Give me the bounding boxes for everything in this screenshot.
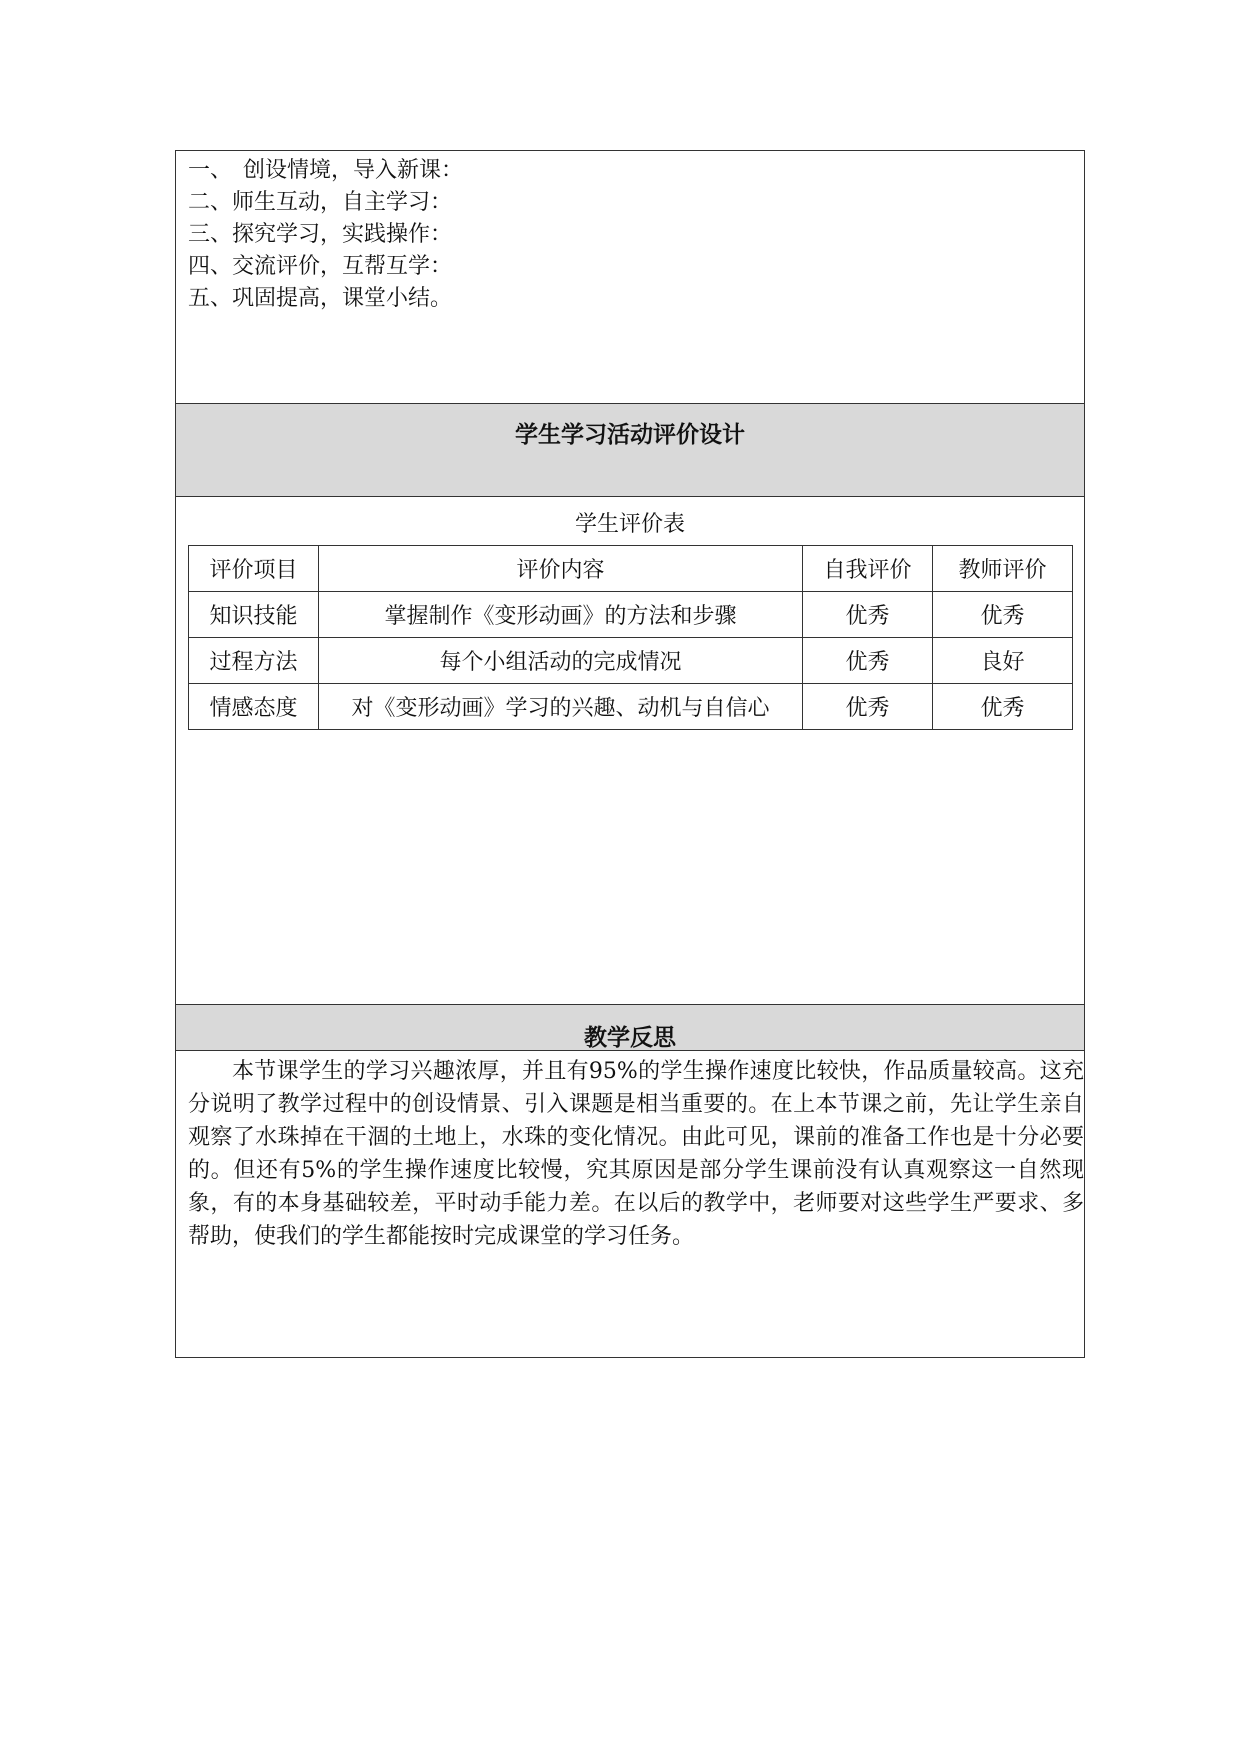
student-eval-table <box>188 545 1073 730</box>
table-cell: 知识技能 <box>189 592 319 638</box>
teaching-step-3: 三、探究学习，实践操作： <box>188 222 453 247</box>
column-header: 教师评价 <box>933 546 1073 592</box>
table-row <box>189 592 1073 638</box>
table-cell: 优秀 <box>803 684 933 730</box>
table-cell: 优秀 <box>933 592 1073 638</box>
teaching-steps-section <box>176 151 1084 404</box>
table-cell: 过程方法 <box>189 638 319 684</box>
lesson-plan-frame <box>175 150 1085 1358</box>
eval-design-header <box>176 404 1084 497</box>
table-header-row <box>189 546 1073 592</box>
reflection-heading: 教学反思 <box>584 1024 676 1051</box>
eval-table-title: 学生评价表 <box>574 512 685 537</box>
table-cell: 每个小组活动的完成情况 <box>319 638 803 684</box>
reflection-header <box>176 1005 1084 1051</box>
eval-design-heading: 学生学习活动评价设计 <box>515 421 745 448</box>
table-cell: 优秀 <box>933 684 1073 730</box>
reflection-text: 本节课学生的学习兴趣浓厚，并且有95%的学生操作速度比较快，作品质量较高。这充分说明了教学过程中的创设情景、引入课题是相当重要的。在上本节课之前，先让学生亲自观察了水珠掉在干涸的土地上，水珠的变化情况。由此可见，课前的准备工作也是十分必要的。但还有5%的学生操作速度比较慢，究其原因是部分学生课前没有认真观察这一自然现象，有的本身基础较差，平时动手能力差。在以后的教学中，老师要对这些学生严要求、多帮助，使我们的学生都能按时完成课堂的学习任务。 <box>188 1059 1084 1249</box>
table-row <box>189 684 1073 730</box>
table-cell: 优秀 <box>803 592 933 638</box>
table-cell: 对《变形动画》学习的兴趣、动机与自信心 <box>319 684 803 730</box>
column-header: 评价项目 <box>189 546 319 592</box>
table-row <box>189 638 1073 684</box>
teaching-step-5: 五、巩固提高，课堂小结。 <box>188 286 453 311</box>
table-cell: 掌握制作《变形动画》的方法和步骤 <box>319 592 803 638</box>
teaching-steps-list <box>188 155 463 315</box>
table-cell: 良好 <box>933 638 1073 684</box>
column-header: 自我评价 <box>803 546 933 592</box>
teaching-step-1: 一、 创设情境，导入新课： <box>188 158 464 183</box>
eval-table-section <box>176 497 1084 1005</box>
table-cell: 优秀 <box>803 638 933 684</box>
table-cell: 情感态度 <box>189 684 319 730</box>
column-header: 评价内容 <box>319 546 803 592</box>
teaching-step-4: 四、交流评价，互帮互学： <box>188 254 453 279</box>
teaching-step-2: 二、师生互动，自主学习： <box>188 190 453 215</box>
reflection-section <box>176 1051 1084 1357</box>
